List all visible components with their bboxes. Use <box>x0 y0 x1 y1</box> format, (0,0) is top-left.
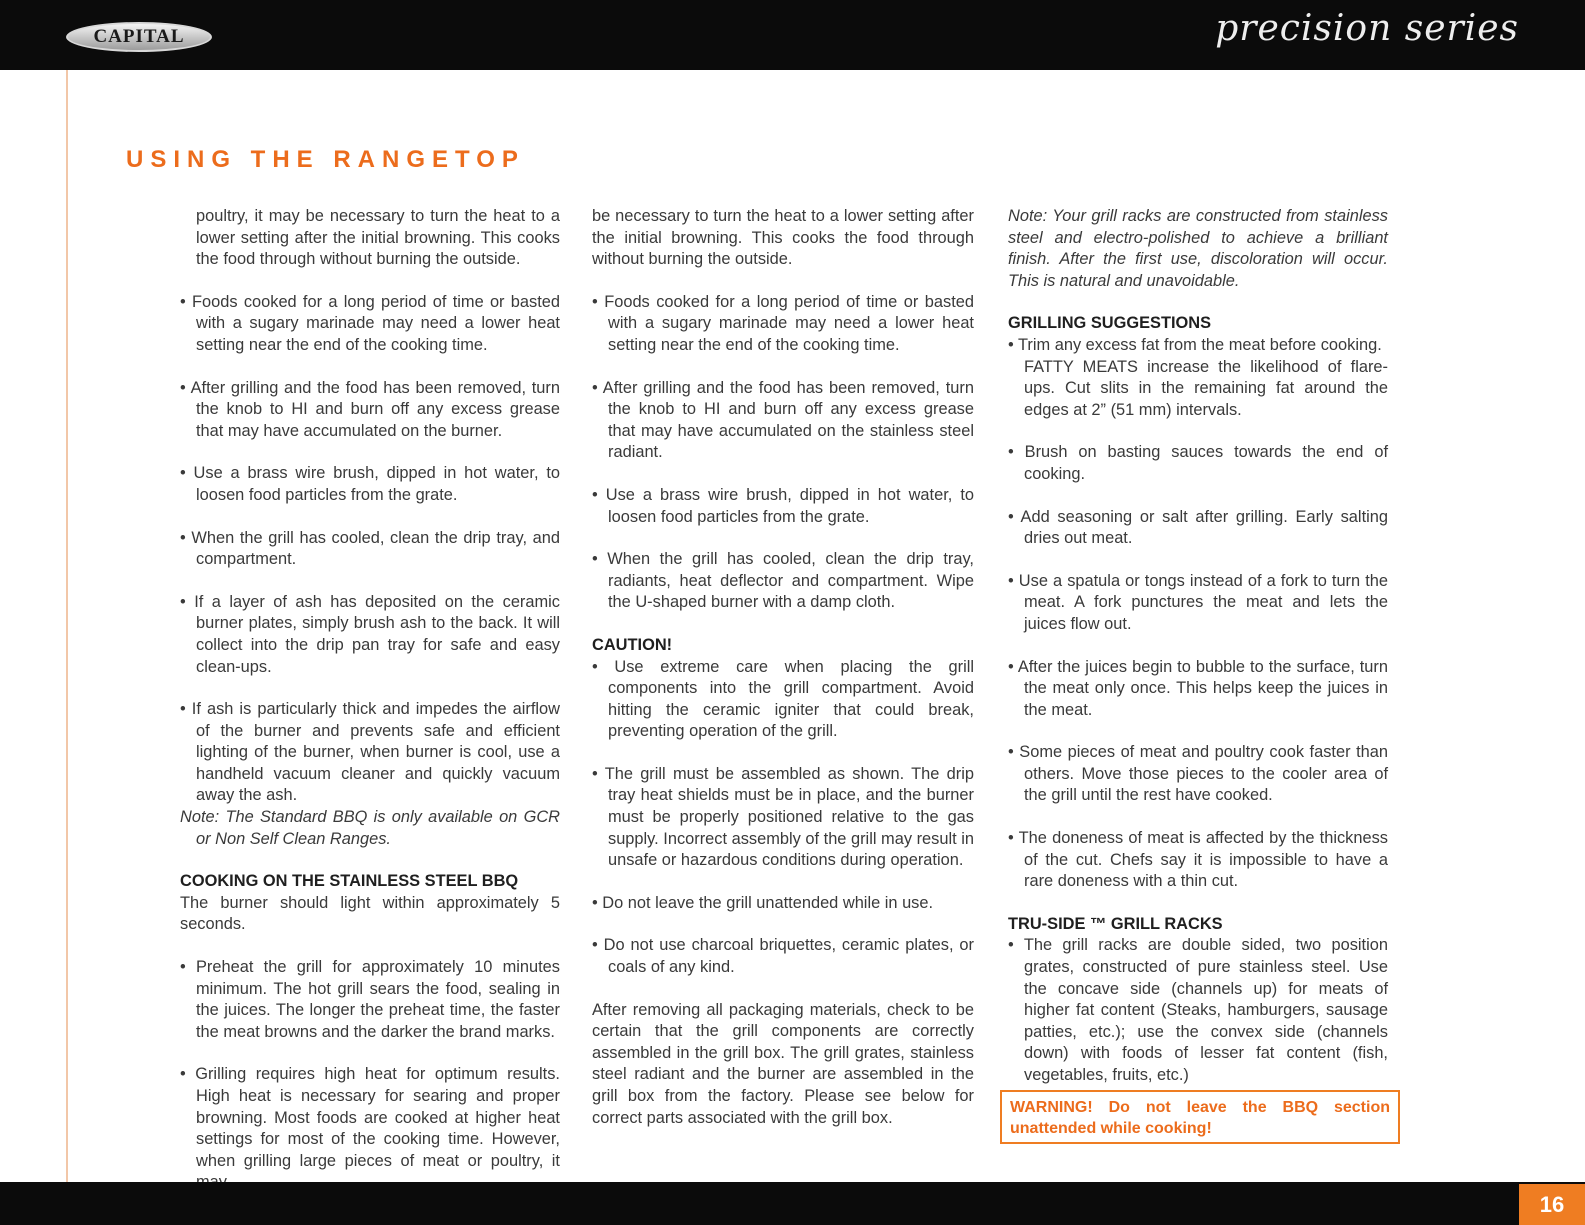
bullet-item: • Use extreme care when placing the grill components into the grill compartment. Avoid hitting the ceramic igniter that could break, preventing operation of the grill. <box>592 657 974 741</box>
capital-logo <box>66 22 212 52</box>
bullet-item: • When the grill has cooled, clean the drip tray, radiants, heat deflector and compartment. Wipe the U-shaped burner with a damp cloth. <box>592 550 974 612</box>
bbq-availability-note: Note: The Standard BBQ is only available on GCR or Non Self Clean Ranges. <box>180 808 560 848</box>
section-heading: GRILLING SUGGESTIONS <box>1008 314 1212 333</box>
bullet-item: • Use a brass wire brush, dipped in hot water, to loosen food particles from the grate. <box>592 485 974 526</box>
bullet-item: • Add seasoning or salt after grilling. Early salting dries out meat. <box>1008 507 1388 548</box>
bullet-item: • When the grill has cooled, clean the drip tray, and compartment. <box>180 528 560 569</box>
bullet-item: • After the juices begin to bubble to the surface, turn the meat only once. This helps keep the juices in the meat. <box>1008 657 1388 719</box>
bullet-item <box>180 699 560 850</box>
bullet-item: • Brush on basting sauces towards the end of cooking. <box>1008 443 1388 483</box>
column-1 <box>180 206 560 1215</box>
bullet-text: • If ash is particularly thick and impedes the airflow of the burner and prevents safe and efficient lighting of the burner, when burner is cool, use a handheld vacuum cleaner and quickly vacuum away the ash. <box>180 700 560 805</box>
paragraph: The burner should light within approximately 5 seconds. <box>180 893 560 934</box>
header-bar <box>0 0 1585 70</box>
series-title: precision series <box>1215 8 1519 49</box>
bullet-item: • Foods cooked for a long period of time or basted with a sugary marinade may need a lower heat setting near the end of the cooking time. <box>592 292 974 354</box>
column-3 <box>1008 206 1388 1108</box>
bullet-item: • Do not use charcoal briquettes, ceramic plates, or coals of any kind. <box>592 936 974 977</box>
bullet-item: • After grilling and the food has been removed, turn the knob to HI and burn off any excess grease that may have accumulated on the burner. <box>180 378 560 440</box>
bullet-item: • Trim any excess fat from the meat before cooking. <box>1008 335 1382 354</box>
page-number: 16 <box>1519 1184 1585 1225</box>
bullet-item: • Use a brass wire brush, dipped in hot water, to loosen food particles from the grate. <box>180 464 560 504</box>
bullet-item: • The grill must be assembled as shown. The drip tray heat shields must be in place, and the burner must be properly positioned relative to the gas supply. Incorrect assembly of the grill may result in unsafe or hazardous conditions during operation. <box>592 764 974 870</box>
side-rule <box>66 70 68 1182</box>
section-heading: COOKING ON THE STAINLESS STEEL BBQ <box>180 872 519 891</box>
bullet-item: • Use a spatula or tongs instead of a fork to turn the meat. A fork punctures the meat and lets the juices flow out. <box>1008 571 1388 633</box>
column-2 <box>592 206 974 1150</box>
paragraph: poultry, it may be necessary to turn the heat to a lower setting after the initial browning. This cooks the food through without burning the outside. <box>196 207 560 269</box>
bullet-item: • Foods cooked for a long period of time or basted with a sugary marinade may need a lower heat setting near the end of the cooking time. <box>180 292 560 354</box>
paragraph: be necessary to turn the heat to a lower setting after the initial browning. This cooks the food through without burning the outside. <box>592 207 974 269</box>
section-title: USING THE RANGETOP <box>126 146 525 173</box>
section-heading: TRU-SIDE ™ GRILL RACKS <box>1008 914 1223 933</box>
bullet-item: • Do not leave the grill unattended while in use. <box>592 893 934 912</box>
paragraph: After removing all packaging materials, check to be certain that the grill components are correctly assembled in the grill box. The grill grates, stainless steel radiant and the burner are assembled in the grill box from the factory. Please see below for correct parts associated with the grill box. <box>592 1000 974 1127</box>
bullet-item: • The doneness of meat is affected by the thickness of the cut. Chefs say it is impossible to have a rare doneness with a thin cut. <box>1008 829 1388 891</box>
bullet-item: • The grill racks are double sided, two position grates, constructed of pure stainless steel. Use the concave side (channels up) for meats of higher fat content (Steaks, hamburgers, sausage patties, etc.); use the convex side (channels down) with foods of lesser fat content (fish, vegetables, fruits, etc.) <box>1008 936 1388 1084</box>
footer-bar <box>0 1182 1585 1225</box>
bullet-item: • Preheat the grill for approximately 10 minutes minimum. The hot grill sears the food, sealing in the juices. The longer the preheat time, the faster the meat browns and the darker the brand marks. <box>180 958 560 1041</box>
caution-heading: CAUTION! <box>592 635 673 654</box>
grill-rack-note: Note: Your grill racks are constructed from stainless steel and electro-polished to achieve a brilliant finish. After the first use, discoloration will occur. This is natural and unavoidable. <box>1008 207 1388 290</box>
bullet-item: • If a layer of ash has deposited on the ceramic burner plates, simply brush ash to the back. It will collect into the drip pan tray for safe and easy clean-ups. <box>180 592 560 676</box>
bullet-item: • Some pieces of meat and poultry cook faster than others. Move those pieces to the cooler area of the grill until the rest have cooked. <box>1008 743 1388 805</box>
bullet-item: • After grilling and the food has been removed, turn the knob to HI and burn off any excess grease that may have accumulated on the stainless steel radiant. <box>592 378 974 462</box>
bullet-item: • Grilling requires high heat for optimum results. High heat is necessary for searing and proper browning. Most foods are cooked at higher heat settings for most of the cooking time. However, when grilling large pieces of meat or poultry, it <box>180 1065 560 1170</box>
bullet-continuation: FATTY MEATS increase the likelihood of flare-ups. Cut slits in the remaining fat around the edges at 2” (51 mm) intervals. <box>1024 357 1388 419</box>
warning-box: WARNING! Do not leave the BBQ section unattended while cooking! <box>1000 1090 1400 1144</box>
logo-text: CAPITAL <box>93 26 185 47</box>
